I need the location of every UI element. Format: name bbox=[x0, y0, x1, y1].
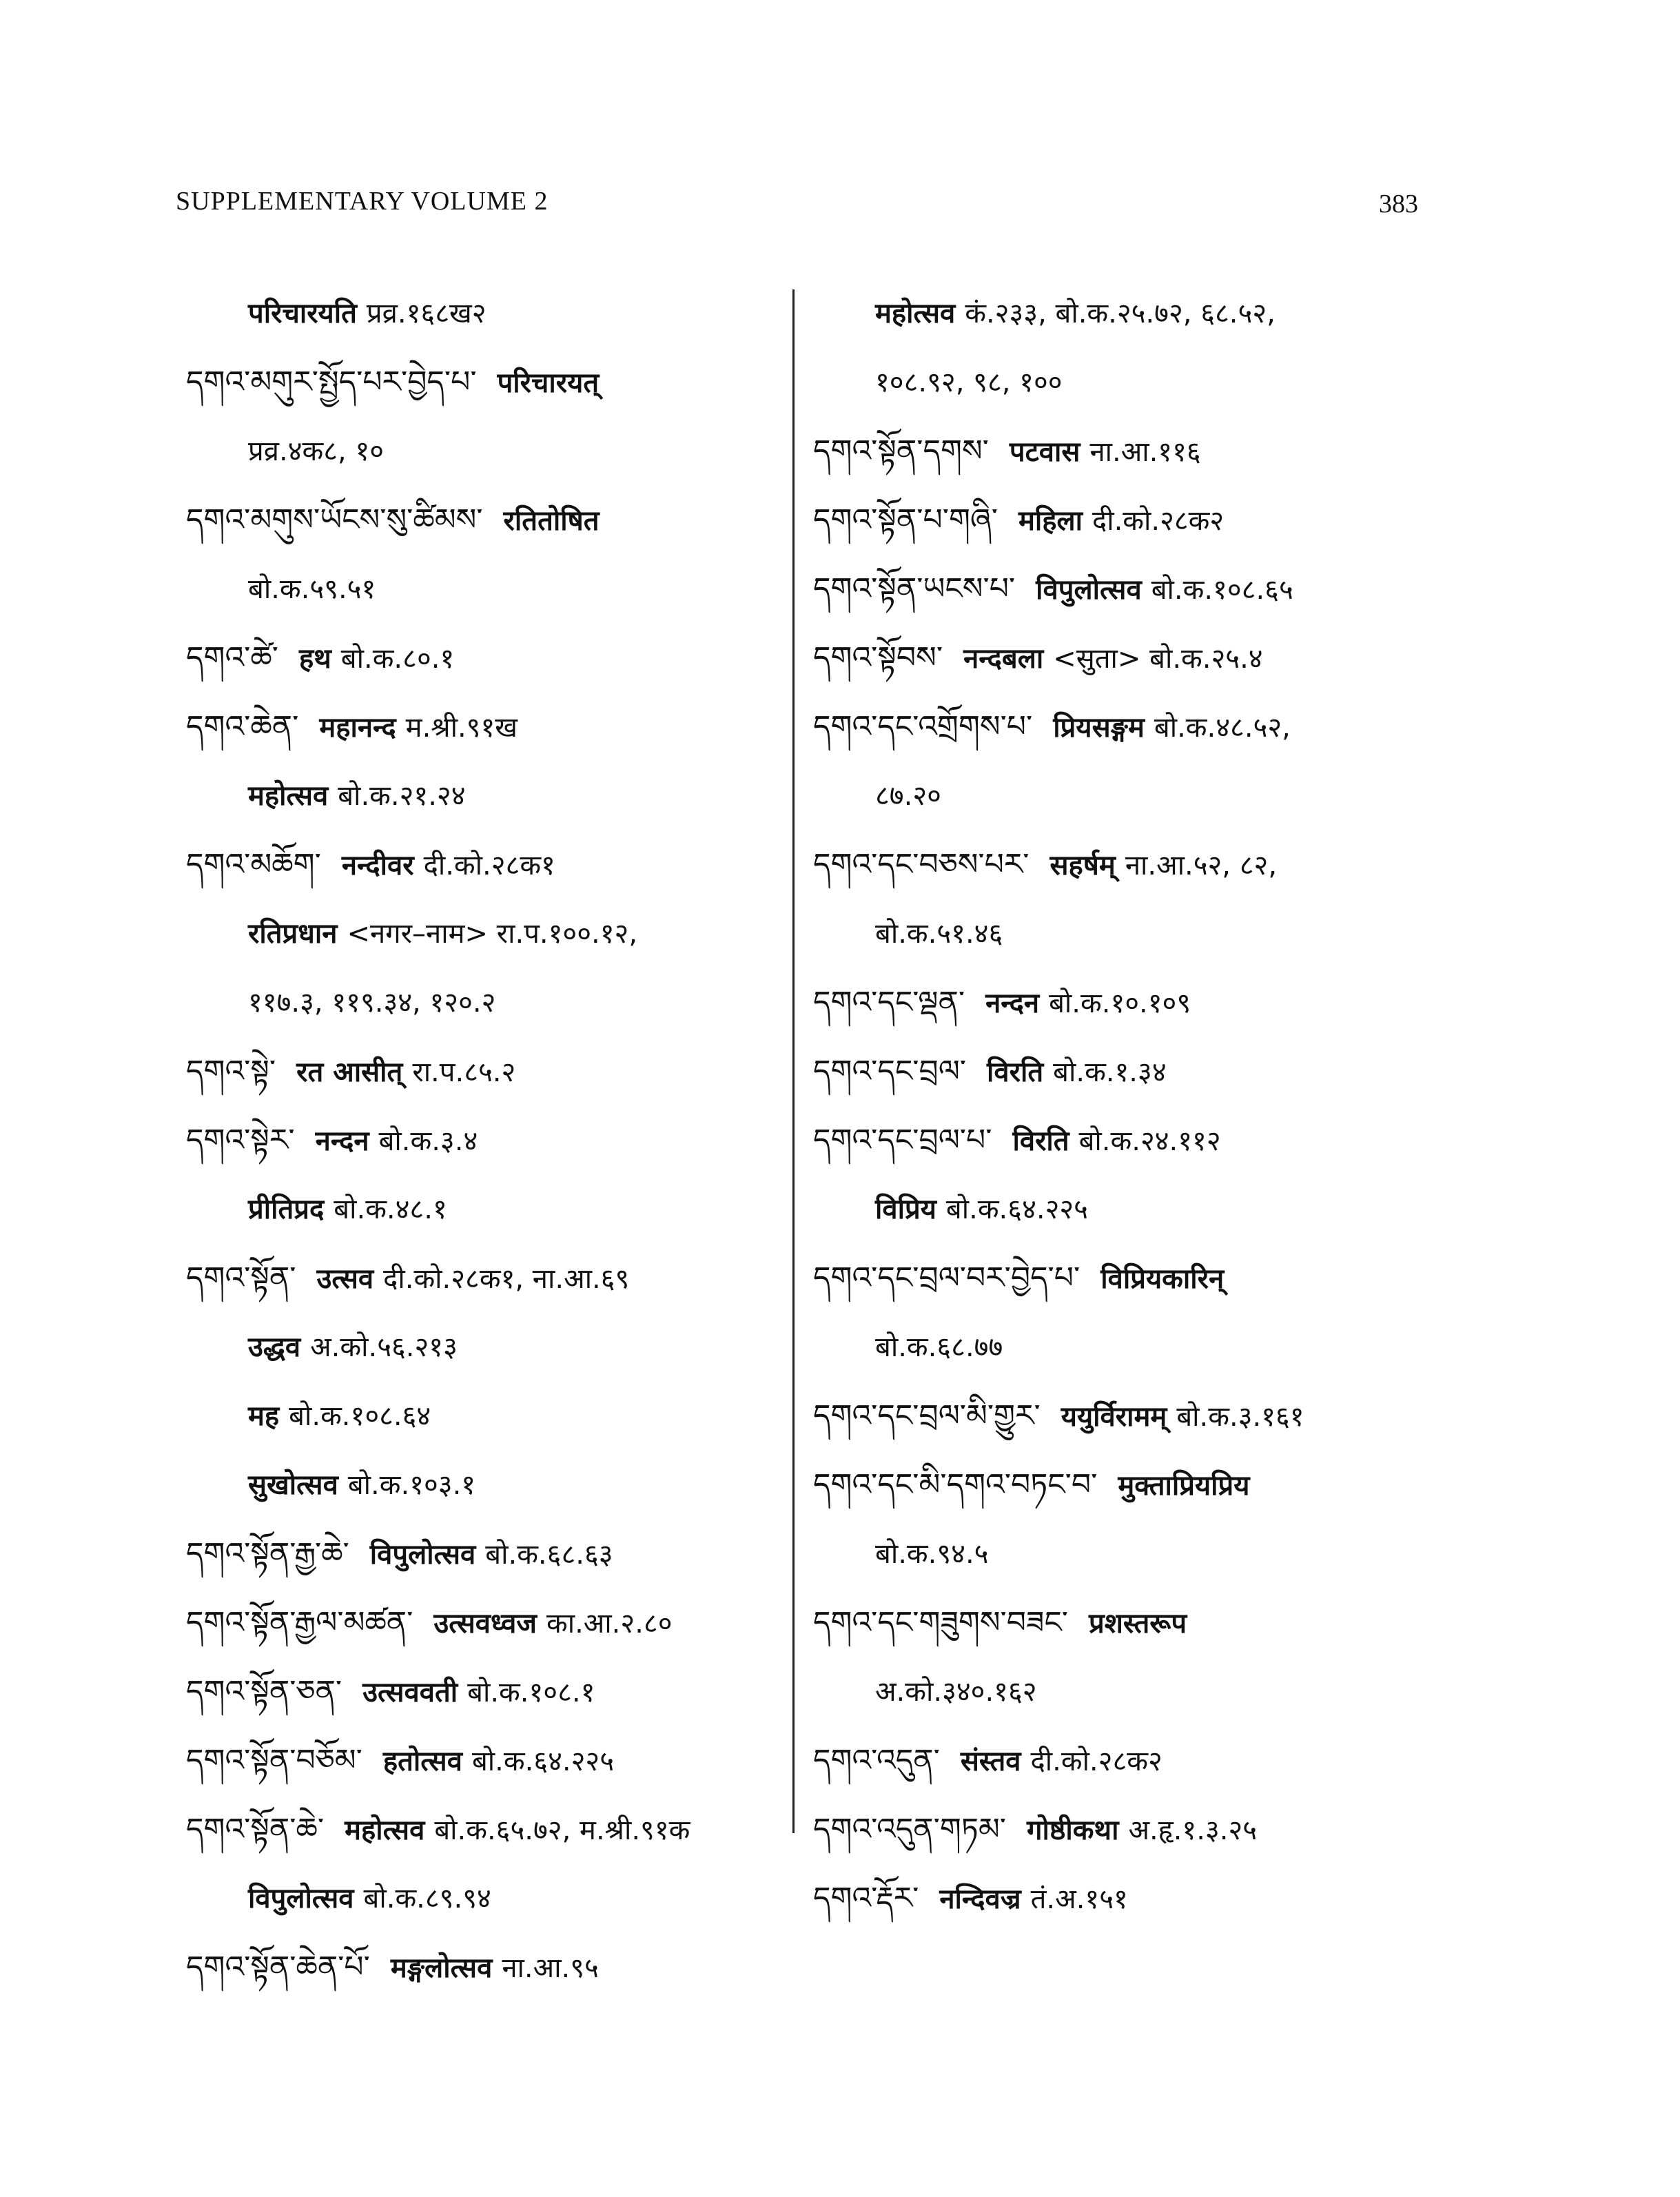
tibetan-headword: དགའ་དང་བྲལ་པ་ bbox=[813, 1123, 992, 1158]
dictionary-line bbox=[813, 899, 1433, 968]
source-reference: बो.क.१०३.१ bbox=[347, 1469, 476, 1501]
source-reference: १०८.९२, ९८, १०० bbox=[875, 367, 1063, 398]
dictionary-line bbox=[813, 1382, 1433, 1451]
column-divider bbox=[792, 289, 795, 1833]
sanskrit-equivalent: प्रीतिप्रद bbox=[248, 1194, 325, 1225]
source-reference: बो.क.६८.६३ bbox=[485, 1539, 613, 1571]
dictionary-line bbox=[813, 693, 1433, 762]
sanskrit-equivalent: उत्सवध्वज bbox=[433, 1608, 537, 1639]
sanskrit-equivalent: उद्धव bbox=[248, 1331, 301, 1363]
tibetan-headword: དགའ་སྟོན་རྒྱ་ཆེ་ bbox=[186, 1536, 349, 1571]
left-column bbox=[186, 279, 786, 2002]
source-reference: बो.क.४८.५२, bbox=[1154, 712, 1291, 744]
source-reference: बो.क.६५.७२, म.श्री.९१क bbox=[434, 1815, 690, 1846]
source-reference: बो.क.९४.५ bbox=[875, 1538, 989, 1570]
tibetan-headword: དགའ་ཆེན་ bbox=[186, 709, 299, 744]
tibetan-headword: དགའ་སྟོན་ཆེ་ bbox=[186, 1812, 325, 1847]
tibetan-headword: དགའ་སྟོན་རྒྱལ་མཚན་ bbox=[186, 1605, 413, 1640]
source-reference: दी.को.२८क२ bbox=[1092, 505, 1225, 537]
dictionary-line bbox=[186, 1933, 786, 2002]
tibetan-headword: དགའ་སྟོན་ཅན་ bbox=[186, 1674, 342, 1709]
source-reference: बो.क.१०८.६५ bbox=[1151, 574, 1293, 606]
tibetan-headword: དགའ་དང་བྲལ་ bbox=[813, 1054, 967, 1089]
dictionary-line bbox=[186, 1726, 786, 1795]
source-reference: ना.आ.५२, ८२, bbox=[1125, 850, 1278, 881]
dictionary-line bbox=[813, 624, 1433, 693]
tibetan-headword: དགའ་དང་བཅས་པར་ bbox=[813, 847, 1029, 882]
sanskrit-equivalent: गोष्ठीकथा bbox=[1026, 1815, 1119, 1846]
sanskrit-equivalent: नन्दन bbox=[985, 988, 1040, 1019]
sanskrit-equivalent: ययुर्विरामम् bbox=[1061, 1401, 1167, 1433]
source-reference: बो.क.८९.९४ bbox=[363, 1883, 491, 1914]
dictionary-line bbox=[186, 762, 786, 830]
dictionary-line bbox=[813, 555, 1433, 624]
tibetan-headword: དགའ་སྟོན་བཅོམ་ bbox=[186, 1743, 362, 1778]
sanskrit-equivalent: नन्दिवज्र bbox=[939, 1883, 1021, 1915]
source-reference: ८७.२० bbox=[875, 780, 941, 812]
dictionary-line bbox=[813, 1864, 1433, 1933]
dictionary-line bbox=[186, 1106, 786, 1175]
dictionary-line bbox=[813, 968, 1433, 1037]
source-reference: बो.क.१.३४ bbox=[1053, 1056, 1167, 1088]
sanskrit-equivalent: महोत्सव bbox=[875, 298, 956, 329]
sanskrit-equivalent: महिला bbox=[1018, 505, 1083, 537]
tibetan-headword: དགའ་སྟེ་ bbox=[186, 1054, 276, 1089]
source-reference: बो.क.५१.४६ bbox=[875, 918, 1003, 950]
dictionary-line bbox=[186, 1313, 786, 1382]
tibetan-headword: དགའ་སྟེར་ bbox=[186, 1123, 295, 1158]
dictionary-line bbox=[813, 417, 1433, 486]
tibetan-headword: དགའ་རྡོར་ bbox=[813, 1881, 919, 1916]
source-reference: रा.प.८५.२ bbox=[412, 1056, 516, 1088]
right-column bbox=[813, 279, 1433, 1933]
sanskrit-equivalent: सुखोत्सव bbox=[248, 1469, 338, 1501]
sanskrit-equivalent: उत्सव bbox=[316, 1263, 374, 1295]
source-reference: बो.क.६८.७७ bbox=[875, 1331, 1003, 1363]
source-reference: कं.२३३, बो.क.२५.७२, ६८.५२, bbox=[965, 298, 1276, 329]
sanskrit-equivalent: नन्दीवर bbox=[341, 850, 414, 881]
sanskrit-equivalent: नन्दन bbox=[315, 1125, 369, 1157]
dictionary-line bbox=[186, 1657, 786, 1726]
source-reference: बो.क.८०.१ bbox=[340, 643, 455, 675]
source-reference: बो.क.५९.५१ bbox=[248, 573, 376, 605]
source-reference: तं.अ.१५१ bbox=[1030, 1883, 1128, 1915]
source-reference: बो.क.३.१६१ bbox=[1176, 1401, 1304, 1433]
dictionary-line bbox=[186, 1795, 786, 1864]
sanskrit-equivalent: प्रशस्तरूप bbox=[1088, 1608, 1187, 1639]
dictionary-line bbox=[813, 348, 1433, 417]
dictionary-line bbox=[813, 1451, 1433, 1520]
source-reference: का.आ.२.८० bbox=[546, 1608, 673, 1639]
dictionary-line bbox=[813, 1313, 1433, 1382]
dictionary-line bbox=[186, 1382, 786, 1451]
source-reference: बो.क.१०८.१ bbox=[467, 1677, 595, 1708]
source-reference: बो.क.३.४ bbox=[378, 1125, 478, 1157]
source-reference: दी.को.२८क१ bbox=[423, 850, 555, 881]
sanskrit-equivalent: हथ bbox=[298, 643, 331, 675]
sanskrit-equivalent: विपुलोत्सव bbox=[248, 1883, 354, 1914]
sanskrit-equivalent: परिचारयति bbox=[248, 298, 357, 329]
tibetan-headword: དགའ་མཆོག་ bbox=[186, 847, 321, 882]
page-number: 383 bbox=[1379, 190, 1418, 218]
sanskrit-equivalent: प्रियसङ्गम bbox=[1053, 712, 1145, 744]
sanskrit-equivalent: रत आसीत् bbox=[296, 1056, 403, 1088]
dictionary-line bbox=[186, 486, 786, 555]
dictionary-line bbox=[186, 1244, 786, 1313]
sanskrit-equivalent: मह bbox=[248, 1400, 280, 1432]
tibetan-headword: དགའ་དང་བྲལ་མི་གྱུར་ bbox=[813, 1398, 1041, 1433]
tibetan-headword: དགའ་དང་འགྲོགས་པ་ bbox=[813, 709, 1033, 744]
tibetan-headword: དགའ་ཚེ་ bbox=[186, 640, 278, 675]
tibetan-headword: དགའ་སྟོན་པ་གཞི་ bbox=[813, 502, 998, 538]
source-reference: दी.को.२८क२ bbox=[1030, 1746, 1162, 1777]
dictionary-line bbox=[186, 830, 786, 899]
tibetan-headword: དགའ་མགུས་ཡོངས་སུ་ཚིམས་ bbox=[186, 502, 483, 538]
sanskrit-equivalent: रतितोषित bbox=[503, 505, 600, 537]
source-reference: <सुता> बो.क.२५.४ bbox=[1053, 643, 1263, 675]
dictionary-line bbox=[186, 693, 786, 762]
source-reference: दी.को.२८क१, ना.आ.६९ bbox=[383, 1263, 630, 1295]
sanskrit-equivalent: संस्तव bbox=[960, 1746, 1021, 1777]
tibetan-headword: དགའ་འདུན་གཏམ་ bbox=[813, 1812, 1006, 1847]
dictionary-line bbox=[813, 1520, 1433, 1588]
tibetan-headword: དགའ་སྟོབས་ bbox=[813, 640, 943, 675]
dictionary-line bbox=[813, 830, 1433, 899]
tibetan-headword: དགའ་སྟོན་ཡངས་པ་ bbox=[813, 571, 1016, 606]
source-reference: <नगर–नाम> रा.प.१००.१२, bbox=[347, 918, 638, 950]
sanskrit-equivalent: विप्रिय bbox=[875, 1194, 936, 1225]
sanskrit-equivalent: परिचारयत् bbox=[497, 367, 600, 399]
tibetan-headword: དགའ་དང་གཟུགས་བཟང་ bbox=[813, 1605, 1068, 1640]
source-reference: बो.क.६४.२२५ bbox=[471, 1746, 615, 1777]
tibetan-headword: དགའ་འདུན་ bbox=[813, 1743, 940, 1778]
dictionary-line bbox=[813, 1795, 1433, 1864]
sanskrit-equivalent: विप्रियकारिन् bbox=[1100, 1263, 1225, 1295]
sanskrit-equivalent: मङ्गलोत्सव bbox=[390, 1952, 493, 1984]
sanskrit-equivalent: सहर्षम् bbox=[1049, 850, 1116, 881]
sanskrit-equivalent: रतिप्रधान bbox=[248, 918, 338, 950]
sanskrit-equivalent: विपुलोत्सव bbox=[1036, 574, 1142, 606]
dictionary-line bbox=[813, 279, 1433, 348]
dictionary-line bbox=[186, 279, 786, 348]
source-reference: बो.क.१०८.६४ bbox=[289, 1400, 431, 1432]
dictionary-line bbox=[813, 1588, 1433, 1657]
source-reference: म.श्री.९१ख bbox=[405, 712, 518, 744]
dictionary-line bbox=[813, 1726, 1433, 1795]
sanskrit-equivalent: विरति bbox=[1012, 1125, 1069, 1157]
dictionary-line bbox=[186, 1451, 786, 1520]
source-reference: ११७.३, ११९.३४, १२०.२ bbox=[248, 987, 496, 1019]
sanskrit-equivalent: मुक्ताप्रियप्रिय bbox=[1118, 1470, 1250, 1502]
sanskrit-equivalent: महोत्सव bbox=[248, 780, 329, 812]
source-reference: बो.क.२१.२४ bbox=[338, 780, 466, 812]
dictionary-line bbox=[813, 1244, 1433, 1313]
source-reference: अ.को.५६.२१३ bbox=[310, 1331, 458, 1363]
source-reference: ना.आ.११६ bbox=[1089, 436, 1201, 468]
tibetan-headword: དགའ་དང་ལྡན་ bbox=[813, 985, 965, 1020]
dictionary-line bbox=[186, 968, 786, 1037]
sanskrit-equivalent: महानन्द bbox=[319, 712, 396, 744]
source-reference: अ.हृ.१.३.२५ bbox=[1128, 1815, 1258, 1846]
source-reference: अ.को.३४०.१६२ bbox=[875, 1676, 1037, 1708]
tibetan-headword: དགའ་མགུར་སྤྱོད་པར་བྱེད་པ་ bbox=[186, 365, 477, 400]
dictionary-line bbox=[813, 1037, 1433, 1106]
dictionary-line bbox=[813, 486, 1433, 555]
dictionary-line bbox=[186, 555, 786, 624]
source-reference: ना.आ.९५ bbox=[502, 1952, 599, 1984]
dictionary-line bbox=[186, 1037, 786, 1106]
dictionary-line bbox=[813, 1175, 1433, 1244]
tibetan-headword: དགའ་སྟོན་ bbox=[186, 1260, 296, 1296]
dictionary-line bbox=[186, 624, 786, 693]
tibetan-headword: དགའ་དང་བྲལ་བར་བྱེད་པ་ bbox=[813, 1260, 1080, 1296]
source-reference: प्रव्र.४क८, १० bbox=[248, 436, 385, 467]
dictionary-line bbox=[186, 1588, 786, 1657]
dictionary-line bbox=[186, 1175, 786, 1244]
sanskrit-equivalent: नन्दबला bbox=[963, 643, 1044, 675]
dictionary-line bbox=[186, 1864, 786, 1933]
dictionary-line bbox=[813, 762, 1433, 830]
dictionary-line bbox=[186, 348, 786, 417]
source-reference: बो.क.४८.१ bbox=[334, 1194, 447, 1225]
tibetan-headword: དགའ་སྟོན་ཆེན་པོ་ bbox=[186, 1950, 370, 1985]
sanskrit-equivalent: विरति bbox=[987, 1056, 1044, 1088]
dictionary-line bbox=[813, 1106, 1433, 1175]
sanskrit-equivalent: महोत्सव bbox=[345, 1815, 425, 1846]
dictionary-line bbox=[186, 899, 786, 968]
dictionary-line bbox=[186, 1520, 786, 1588]
tibetan-headword: དགའ་སྟོན་དགས་ bbox=[813, 433, 989, 469]
tibetan-headword: དགའ་དང་མི་དགའ་བཏང་བ་ bbox=[813, 1467, 1098, 1502]
running-head: SUPPLEMENTARY VOLUME 2 bbox=[176, 187, 549, 216]
sanskrit-equivalent: हतोत्सव bbox=[382, 1746, 462, 1777]
dictionary-line bbox=[186, 417, 786, 486]
sanskrit-equivalent: पटवास bbox=[1009, 436, 1080, 468]
source-reference: बो.क.१०.१०९ bbox=[1049, 988, 1191, 1019]
sanskrit-equivalent: उत्सववती bbox=[362, 1677, 458, 1708]
dictionary-line bbox=[813, 1657, 1433, 1726]
source-reference: प्रव्र.१६८ख२ bbox=[366, 298, 486, 329]
source-reference: बो.क.२४.११२ bbox=[1078, 1125, 1221, 1157]
sanskrit-equivalent: विपुलोत्सव bbox=[369, 1539, 476, 1571]
source-reference: बो.क.६४.२२५ bbox=[945, 1194, 1088, 1225]
